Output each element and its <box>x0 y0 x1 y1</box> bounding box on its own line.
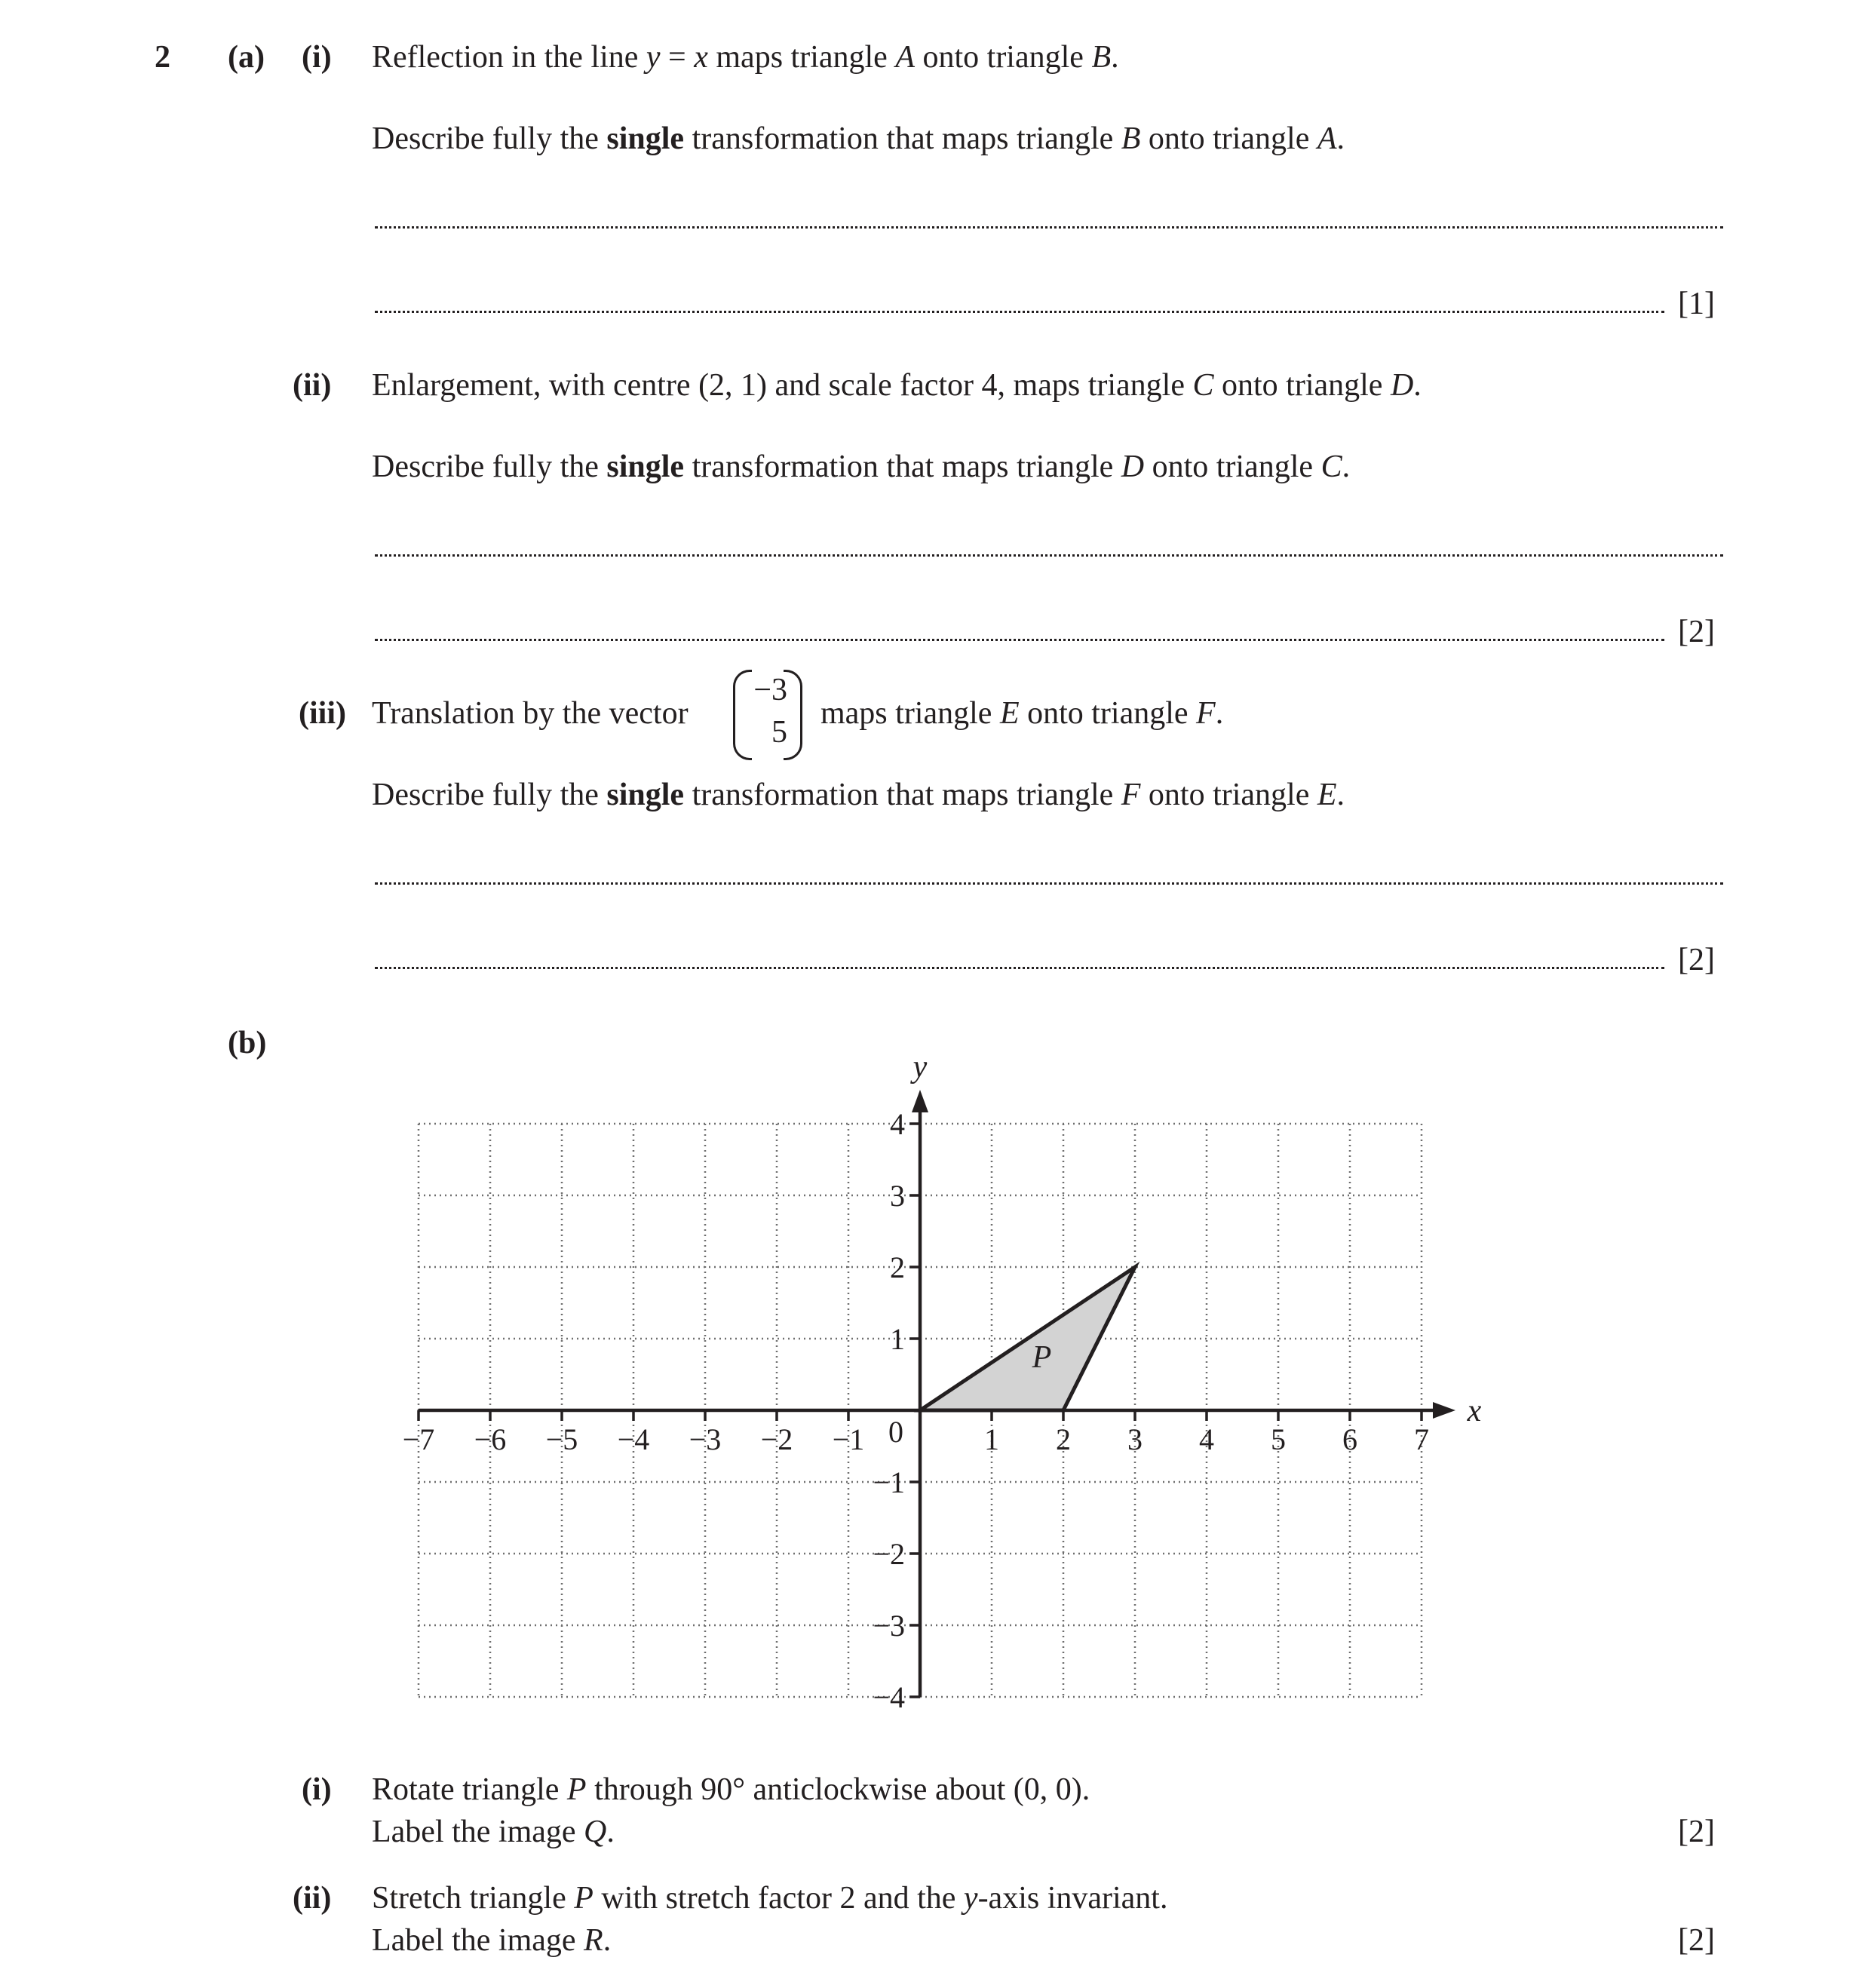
x-tick-label: 7 <box>1414 1422 1429 1456</box>
b-i-line1: Rotate triangle P through 90° anticlockwise about (0, 0). <box>372 1772 1090 1807</box>
a-iii-statement-end: maps triangle E onto triangle F. <box>820 696 1224 731</box>
answer-line-a-iii-1[interactable] <box>375 882 1723 885</box>
a-iii-statement-start: Translation by the vector <box>372 696 689 731</box>
answer-line-a-iii-2[interactable] <box>375 967 1664 969</box>
x-tick-label: −2 <box>760 1422 793 1456</box>
y-tick-label: −1 <box>873 1465 905 1499</box>
part-a-label: (a) <box>228 40 265 75</box>
b-ii-line1: Stretch triangle P with stretch factor 2 and the y-axis invariant. <box>372 1881 1168 1916</box>
coordinate-grid[interactable] <box>377 1048 1508 1712</box>
answer-line-a-ii-1[interactable] <box>375 554 1723 557</box>
x-tick-label: −7 <box>402 1422 435 1456</box>
subpart-a-iii-label: (iii) <box>299 696 346 731</box>
y-tick-label: 1 <box>890 1322 905 1356</box>
subpart-b-ii-label: (ii) <box>293 1881 332 1916</box>
x-tick-label: −5 <box>545 1422 578 1456</box>
vector-top-component: −3 <box>753 673 787 707</box>
y-axis-arrow <box>912 1090 928 1112</box>
triangle-label-P: P <box>1032 1340 1052 1375</box>
marks-b-ii: [2] <box>1678 1923 1715 1958</box>
a-ii-statement: Enlargement, with centre (2, 1) and scale factor 4, maps triangle C onto triangle D. <box>372 368 1422 403</box>
x-tick-label: 6 <box>1342 1422 1357 1456</box>
answer-line-a-i-1[interactable] <box>375 226 1723 229</box>
y-tick-label: 3 <box>890 1179 905 1213</box>
y-tick-label: −4 <box>873 1680 905 1712</box>
a-iii-question: Describe fully the single transformation that maps triangle F onto triangle E. <box>372 778 1345 812</box>
x-tick-label: −4 <box>617 1422 650 1456</box>
part-b-label: (b) <box>228 1026 267 1060</box>
x-tick-label: −1 <box>832 1422 865 1456</box>
axis-labels <box>403 1050 1482 1712</box>
origin-label: 0 <box>888 1415 903 1449</box>
vector-left-bracket <box>733 670 752 760</box>
subpart-a-i-label: (i) <box>302 40 332 75</box>
x-tick-label: 4 <box>1199 1422 1214 1456</box>
y-tick-label: 2 <box>890 1250 905 1284</box>
a-i-statement: Reflection in the line y = x maps triangle A onto triangle B. <box>372 40 1119 75</box>
translation-vector <box>733 670 802 760</box>
x-tick-label: −3 <box>689 1422 722 1456</box>
x-tick-label: −6 <box>474 1422 507 1456</box>
subpart-a-ii-label: (ii) <box>293 368 332 403</box>
answer-line-a-ii-2[interactable] <box>375 639 1664 641</box>
x-tick-label: 3 <box>1127 1422 1143 1456</box>
marks-a-ii: [2] <box>1678 615 1715 649</box>
vector-bottom-component: 5 <box>771 715 787 750</box>
b-ii-line2: Label the image R. <box>372 1923 612 1958</box>
marks-a-i: [1] <box>1678 287 1715 321</box>
x-axis-label: x <box>1467 1394 1482 1428</box>
a-ii-question: Describe fully the single transformation that maps triangle D onto triangle C. <box>372 449 1351 484</box>
question-number: 2 <box>155 40 170 75</box>
x-tick-label: 2 <box>1056 1422 1071 1456</box>
answer-line-a-i-2[interactable] <box>375 311 1664 313</box>
a-i-question: Describe fully the single transformation that maps triangle B onto triangle A. <box>372 121 1345 156</box>
b-i-line2: Label the image Q. <box>372 1815 615 1849</box>
y-axis-label: y <box>912 1050 928 1085</box>
x-tick-label: 1 <box>984 1422 999 1456</box>
y-tick-label: −3 <box>873 1609 905 1643</box>
y-tick-label: −2 <box>873 1537 905 1571</box>
x-axis-arrow <box>1433 1402 1455 1419</box>
marks-a-iii: [2] <box>1678 943 1715 977</box>
subpart-b-i-label: (i) <box>302 1772 332 1807</box>
axes <box>419 1090 1455 1697</box>
marks-b-i: [2] <box>1678 1815 1715 1849</box>
x-tick-label: 5 <box>1271 1422 1286 1456</box>
y-tick-label: 4 <box>890 1107 905 1141</box>
